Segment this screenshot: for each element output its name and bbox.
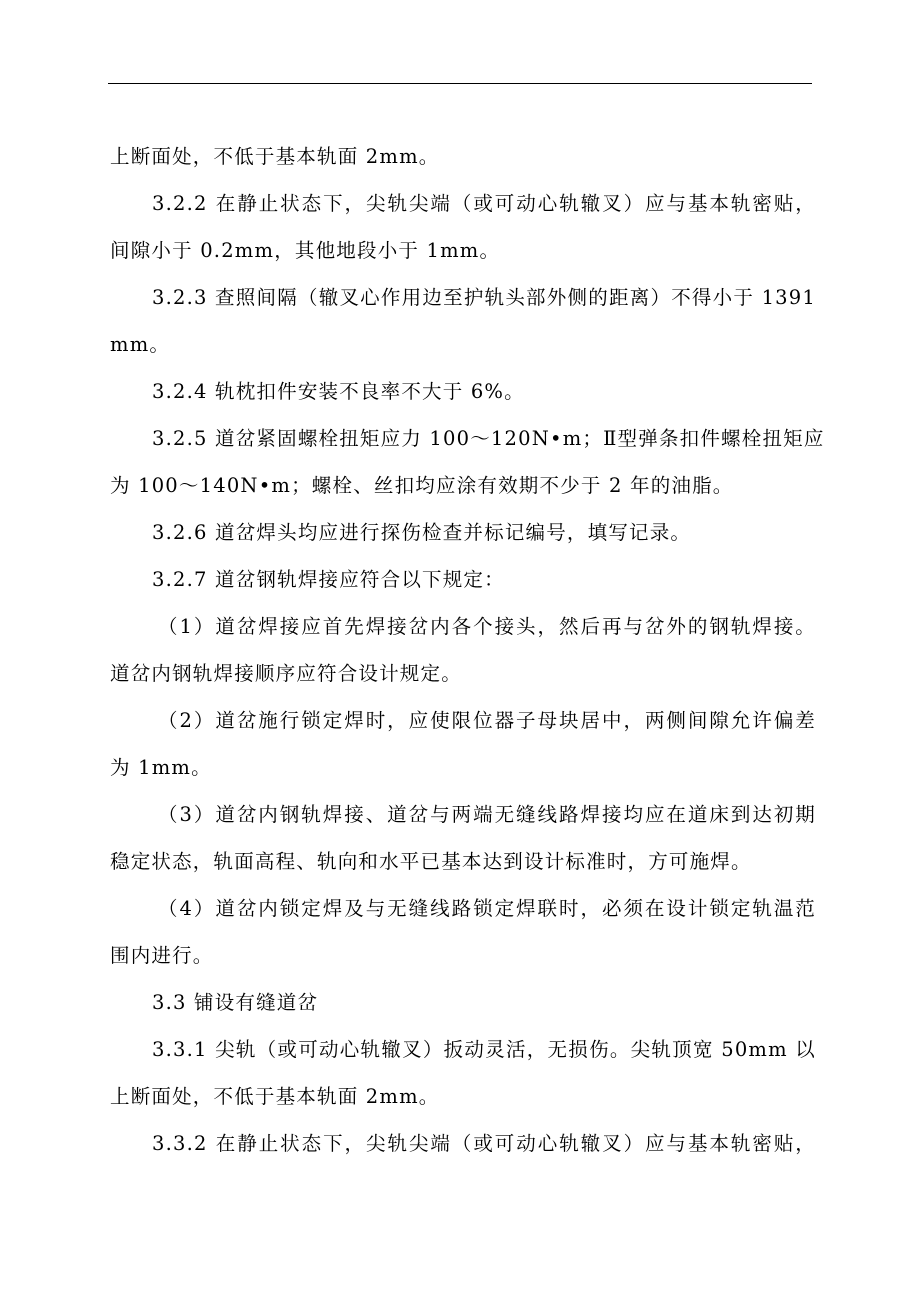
text-line-2: 3.2.2 在静止状态下，尖轨尖端（或可动心轨辙叉）应与基本轨密贴， (152, 192, 816, 215)
text-line-5: mm。 (110, 333, 171, 356)
text-line-15: （3）道岔内钢轨焊接、道岔与两端无缝线路焊接均应在道床到达初期 (158, 803, 816, 826)
text-line-12: 道岔内钢轨焊接顺序应符合设计规定。 (110, 662, 462, 685)
text-line-22: 3.3.2 在静止状态下，尖轨尖端（或可动心轨辙叉）应与基本轨密贴， (152, 1132, 816, 1155)
text-line-8: 为 100～140N•m；螺栓、丝扣均应涂有效期不少于 2 年的油脂。 (110, 474, 734, 497)
text-line-14: 为 1mm。 (110, 756, 212, 779)
text-line-13: （2）道岔施行锁定焊时，应使限位器子母块居中，两侧间隙允许偏差 (158, 709, 816, 732)
text-line-18: 围内进行。 (110, 944, 214, 967)
text-line-1: 上断面处，不低于基本轨面 2mm。 (110, 145, 440, 168)
text-line-11: （1）道岔焊接应首先焊接岔内各个接头，然后再与岔外的钢轨焊接。 (158, 615, 816, 638)
text-line-4: 3.2.3 查照间隔（辙叉心作用边至护轨头部外侧的距离）不得小于 1391 (152, 286, 816, 309)
text-line-10: 3.2.7 道岔钢轨焊接应符合以下规定： (152, 568, 505, 591)
text-line-17: （4）道岔内锁定焊及与无缝线路锁定焊联时，必须在设计锁定轨温范 (158, 897, 816, 920)
text-line-3: 间隙小于 0.2mm，其他地段小于 1mm。 (110, 239, 501, 262)
text-line-6: 3.2.4 轨枕扣件安装不良率不大于 6%。 (152, 380, 525, 403)
text-line-19: 3.3 铺设有缝道岔 (152, 991, 319, 1014)
text-line-16: 稳定状态，轨面高程、轨向和水平已基本达到设计标准时，方可施焊。 (110, 850, 752, 873)
header-rule (108, 83, 812, 84)
text-line-20: 3.3.1 尖轨（或可动心轨辙叉）扳动灵活，无损伤。尖轨顶宽 50mm 以 (152, 1038, 816, 1061)
text-line-21: 上断面处，不低于基本轨面 2mm。 (110, 1085, 440, 1108)
document-body (110, 133, 825, 1167)
text-line-7: 3.2.5 道岔紧固螺栓扭矩应力 100～120N•m；Ⅱ型弹条扣件螺栓扭矩应 (152, 427, 825, 450)
text-line-9: 3.2.6 道岔焊头均应进行探伤检查并标记编号，填写记录。 (152, 521, 692, 544)
